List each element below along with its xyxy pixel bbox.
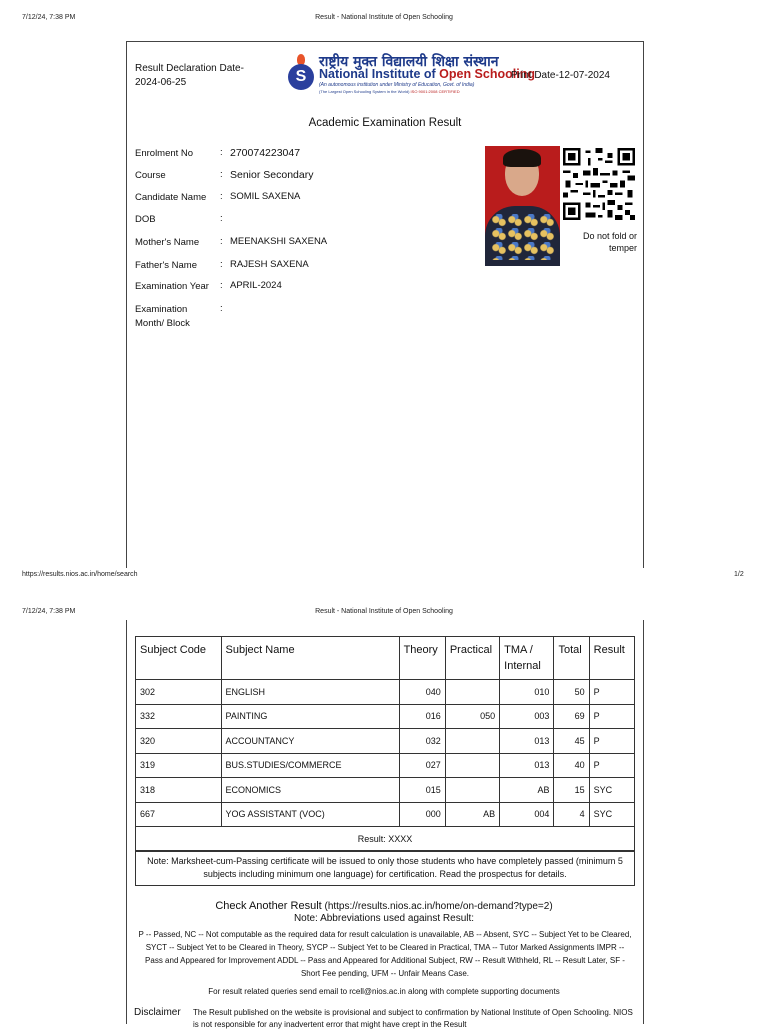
- declaration-label: Result Declaration Date-: [135, 63, 244, 74]
- header-theory: Theory: [399, 637, 445, 680]
- check-another-result-link[interactable]: Check Another Result: [215, 900, 322, 912]
- table-row: 319 BUS.STUDIES/COMMERCE 027 013 40 P: [136, 753, 635, 778]
- header-result: Result: [589, 637, 634, 680]
- logo-hindi-text: राष्ट्रीय मुक्त विद्यालयी शिक्षा संस्थान: [319, 54, 499, 70]
- disclaimer-label: Disclaimer: [134, 1007, 181, 1018]
- document-title: Academic Examination Result: [308, 117, 462, 129]
- declaration-date: 2024-06-25: [135, 77, 187, 88]
- check-another-result-url[interactable]: (https://results.nios.ac.in/home/on-demand?type=2): [324, 901, 553, 912]
- abbreviations-title: Note: Abbreviations used against Result:: [293, 913, 475, 924]
- print-timestamp-2: 7/12/24, 7:38 PM: [22, 608, 76, 615]
- query-email-note: For result related queries send email to rcell@nios.ac.in along with complete supporting documents: [208, 987, 560, 996]
- header-total: Total: [554, 637, 589, 680]
- table-row: 667 YOG ASSISTANT (VOC) 000 AB 004 4 SYC: [136, 802, 635, 827]
- print-page-title-2: Result - National Institute of Open Schooling: [315, 608, 453, 615]
- header-practical: Practical: [445, 637, 499, 680]
- table-row: 318 ECONOMICS 015 AB 15 SYC: [136, 778, 635, 803]
- header-tma-internal: TMA / Internal: [500, 637, 554, 680]
- candidate-photo: [485, 146, 560, 262]
- header-subject-name: Subject Name: [221, 637, 399, 680]
- declaration-block: [135, 62, 244, 90]
- abbreviations-text: P -- Passed, NC -- Not computable as the required data for result calculation is unavailable, AB -- Absent, SYC -- Subject Yet to be Cleared, SYCT -- Subject Yet to be Cleared in Theory, SYCP -- Subject Yet to be Cleared in Practical, TMA -- Tutor Marked Assignments IMPR -- Pass and Appeared for Improvement ADDL -- Pass and Appeared for Additional Subject, RW -- Result Withheld, RL -- Result Later, SF - Short Fee pending, UFM -- Unfair Means Case.: [138, 930, 632, 978]
- result-summary-row: [136, 827, 635, 852]
- logo-tagline: (The Largest Open Schooling System in the World) ISO 9001:2008 CERTIFIED: [319, 89, 460, 94]
- check-another-result: [0, 900, 768, 912]
- print-page-title: Result - National Institute of Open Schooling: [315, 14, 453, 21]
- table-row: 332 PAINTING 016 050 003 69 P: [136, 704, 635, 729]
- fold-warning: Do not fold or temper: [582, 231, 637, 253]
- print-timestamp: 7/12/24, 7:38 PM: [22, 14, 76, 21]
- print-url: https://results.nios.ac.in/home/search: [22, 571, 138, 578]
- table-row: 302 ENGLISH 040 010 50 P: [136, 680, 635, 705]
- logo-subtitle: (An autonomous institution under Ministry of Education, Govt. of India): [319, 82, 475, 88]
- marks-table-header: [136, 637, 635, 680]
- nios-emblem-icon: S: [288, 64, 314, 90]
- certificate-note: Note: Marksheet-cum-Passing certificate will be issued to only those students who have completely passed (minimum 5 subjects including minimum one language) for certification. Read the prospectus for details.: [135, 850, 635, 886]
- result-summary: Result: XXXX: [136, 827, 635, 852]
- nios-logo: [287, 52, 535, 96]
- logo-english-text: National Institute of Open Schooling: [319, 67, 535, 81]
- header-subject-code: Subject Code: [136, 637, 222, 680]
- disclaimer-text: The Result published on the website is provisional and subject to confirmation by National Institute of Open Schooling. NIOS is not responsible for any inadvertent error that might have crept in the Result: [193, 1008, 633, 1029]
- table-row: 320 ACCOUNTANCY 032 013 45 P: [136, 729, 635, 754]
- print-date: Print Date-12-07-2024: [511, 70, 610, 81]
- print-page-number: 1/2: [734, 571, 744, 578]
- qr-code-icon: [563, 148, 635, 220]
- marks-table: [135, 636, 635, 852]
- result-card: Result Declaration Date- 2024-06-25 S राष्ट्रीय मुक्त विद्यालयी शिक्षा संस्थान National Institute of Open Schooling (An autonomous institution under Ministry of Education, Govt. of India) (The Largest Open Schooling System in the World) ISO 9001:2008 CERTIFIED Print Date-12-07-2024 Academic Examination Result Enrolment No : 270074223047 Course : Senior Secondary Candidate Name : SOMIL SAXENA DOB : Mother's Name : MEENAKSHI SAXENA Father's Name : RAJESH SAXENA Examination Year : APRIL-2024 Examination Month/ Block : Do not fold or temper: [126, 41, 644, 568]
